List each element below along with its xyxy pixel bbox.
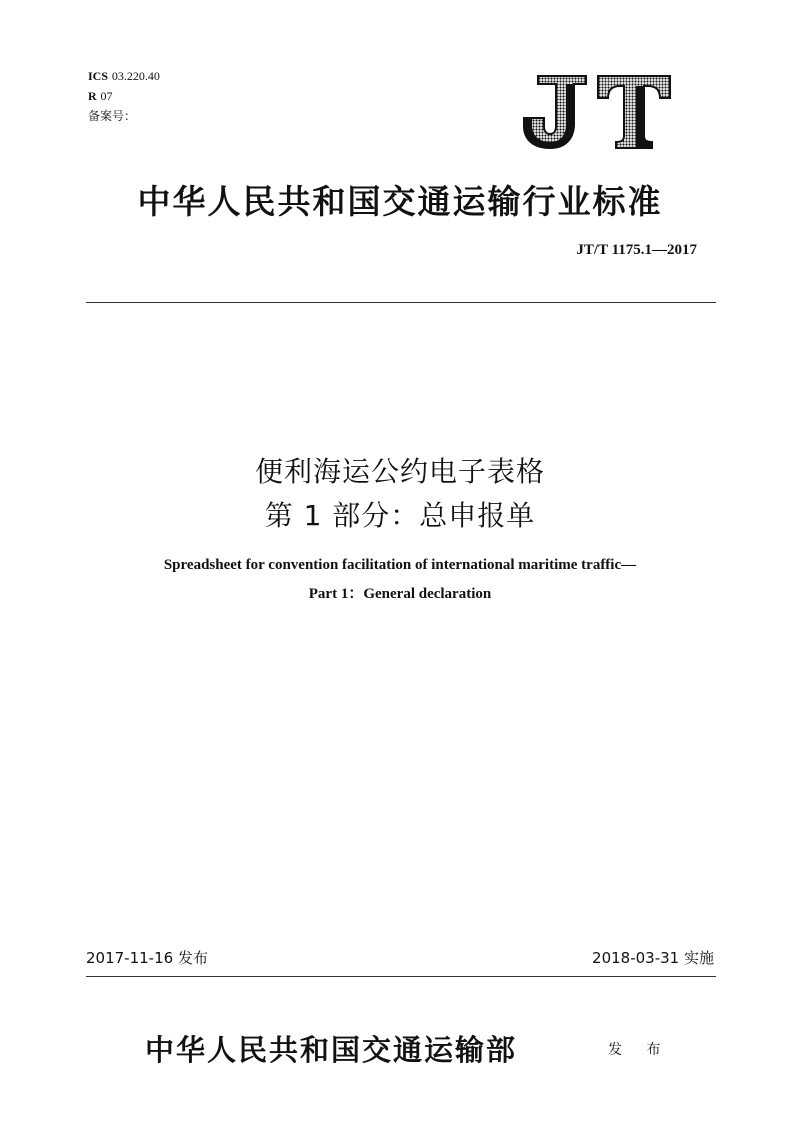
footer-divider [86, 976, 716, 977]
issue-label: 发 布 [608, 1042, 671, 1058]
english-title-line1: Spreadsheet for convention facilitation of international maritime traffic— [163, 557, 637, 573]
chinese-title-line1: 便利海运公约电子表格 [254, 455, 545, 488]
r-label: R [88, 89, 97, 103]
issue-date: 2017-11-16 发布 [86, 949, 208, 967]
r-value: 07 [100, 89, 113, 103]
standard-number: JT/T 1175.1—2017 [576, 242, 697, 258]
category-title: 中华人民共和国交通运输行业标准 [137, 182, 663, 221]
r-line [88, 86, 160, 106]
ics-line [88, 66, 160, 86]
ics-value: 03.220.40 [111, 69, 160, 83]
ics-label: ICS [88, 69, 109, 83]
record-number-label: 备案号： [88, 109, 137, 123]
jt-logo [520, 74, 672, 150]
chinese-title-line2: 第 1 部分：总申报单 [264, 499, 536, 532]
english-title-line2: Part 1：General declaration [308, 586, 492, 602]
classification-block [88, 66, 160, 126]
implementation-date: 2018-03-31 实施 [592, 949, 714, 967]
issuing-authority: 中华人民共和国交通运输部 [145, 1033, 518, 1067]
header-divider [86, 302, 716, 303]
